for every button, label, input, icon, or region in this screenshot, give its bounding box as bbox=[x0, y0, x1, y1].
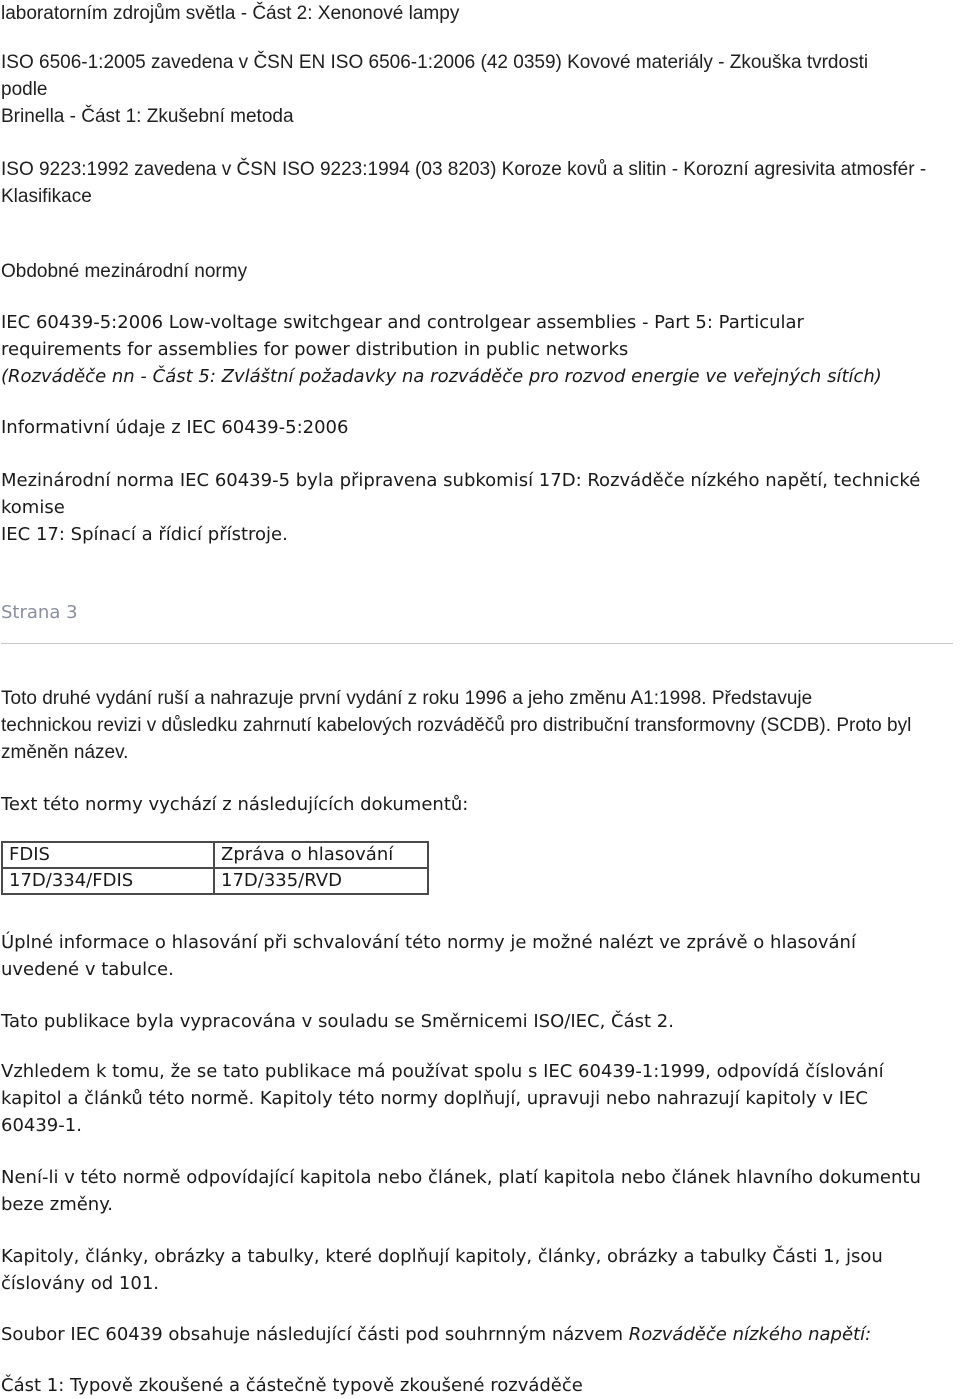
edition-line-3: změněn název. bbox=[1, 742, 129, 763]
missing-line-2: beze změny. bbox=[1, 1194, 114, 1215]
documents-table bbox=[1, 841, 429, 895]
numbering-line-2: číslovány od 101. bbox=[1, 1273, 159, 1294]
edition-line-2: technickou revizi v důsledku zahrnutí kabelových rozváděčů pro distribuční transformovny (SCDB). Proto byl bbox=[1, 715, 912, 736]
voting-line-2: uvedené v tabulce. bbox=[1, 959, 174, 980]
numbering-line-1: Kapitoly, články, obrázky a tabulky, které doplňují kapitoly, články, obrázky a tabulky Části 1, jsou bbox=[1, 1246, 883, 1267]
iso-6506-line-1: ISO 6506-1:2005 zavedena v ČSN EN ISO 6506-1:2006 (42 0359) Kovové materiály - Zkouška tvrdosti bbox=[1, 52, 869, 73]
informative-heading: Informativní údaje z IEC 60439-5:2006 bbox=[1, 417, 349, 438]
iec-line-1: IEC 60439-5:2006 Low-voltage switchgear and controlgear assemblies - Part 5: Particular bbox=[1, 312, 804, 333]
missing-clause-paragraph bbox=[1, 1164, 959, 1218]
iec-czech-title: (Rozváděče nn - Část 5: Zvláštní požadavky na rozváděče pro rozvod energie ve veřejných sítích) bbox=[1, 366, 882, 387]
publication-paragraph: Tato publikace byla vypracována v souladu se Směrnicemi ISO/IEC, Část 2. bbox=[1, 1011, 674, 1032]
relation-line-3: 60439-1. bbox=[1, 1115, 82, 1136]
preparation-line-2: komise bbox=[1, 497, 65, 518]
series-paragraph bbox=[1, 1321, 959, 1348]
table-row bbox=[2, 868, 428, 894]
part-1-line: Část 1: Typově zkoušené a částečně typově zkoušené rozváděče bbox=[1, 1375, 583, 1396]
series-title: Rozváděče nízkého napětí: bbox=[628, 1324, 872, 1345]
preparation-paragraph bbox=[1, 467, 959, 548]
table-row bbox=[2, 842, 428, 868]
iso-9223-line-1: ISO 9223:1992 zavedena v ČSN ISO 9223:1994 (03 8203) Koroze kovů a slitin - Korozní agresivita atmosfér - bbox=[1, 159, 927, 180]
iso-9223-line-2: Klasifikace bbox=[1, 186, 92, 207]
edition-paragraph bbox=[1, 685, 959, 766]
table-cell: Zpráva o hlasování bbox=[214, 842, 428, 868]
iso-6506-line-3: Brinella - Část 1: Zkušební metoda bbox=[1, 106, 294, 127]
iso-9223-reference bbox=[1, 156, 959, 210]
based-on-documents: Text této normy vychází z následujících dokumentů: bbox=[1, 794, 469, 815]
table-cell: 17D/335/RVD bbox=[214, 868, 428, 894]
international-standards-heading: Obdobné mezinárodní normy bbox=[1, 261, 248, 282]
table-cell: FDIS bbox=[2, 842, 214, 868]
table-cell: 17D/334/FDIS bbox=[2, 868, 214, 894]
relation-line-1: Vzhledem k tomu, že se tato publikace má používat spolu s IEC 60439-1:1999, odpovídá číslování bbox=[1, 1061, 884, 1082]
edition-line-1: Toto druhé vydání ruší a nahrazuje první vydání z roku 1996 a jeho změnu A1:1998. Představuje bbox=[1, 688, 813, 709]
preparation-line-1: Mezinárodní norma IEC 60439-5 byla připravena subkomisí 17D: Rozváděče nízkého napětí, technické bbox=[1, 470, 921, 491]
voting-line-1: Úplné informace o hlasování při schvalování této normy je možné nalézt ve zprávě o hlasování bbox=[1, 932, 856, 953]
page-marker: Strana 3 bbox=[1, 602, 78, 623]
relation-paragraph bbox=[1, 1058, 959, 1139]
iso-6506-reference bbox=[1, 49, 959, 130]
iso-6506-line-2: podle bbox=[1, 79, 48, 100]
iec-line-2: requirements for assemblies for power distribution in public networks bbox=[1, 339, 629, 360]
voting-paragraph bbox=[1, 929, 959, 983]
preparation-line-3: IEC 17: Spínací a řídicí přístroje. bbox=[1, 524, 288, 545]
missing-line-1: Není-li v této normě odpovídající kapitola nebo článek, platí kapitola nebo článek hlavního dokumentu bbox=[1, 1167, 921, 1188]
relation-line-2: kapitol a článků této normě. Kapitoly této normy doplňují, upravuji nebo nahrazují kapitoly v IEC bbox=[1, 1088, 868, 1109]
intro-tail-line: laboratorním zdrojům světla - Část 2: Xenonové lampy bbox=[1, 3, 460, 24]
numbering-paragraph bbox=[1, 1243, 959, 1297]
series-prefix: Soubor IEC 60439 obsahuje následující části pod souhrnným názvem bbox=[1, 1324, 629, 1345]
page-divider bbox=[1, 643, 953, 644]
iec-60439-5-reference bbox=[1, 309, 959, 390]
